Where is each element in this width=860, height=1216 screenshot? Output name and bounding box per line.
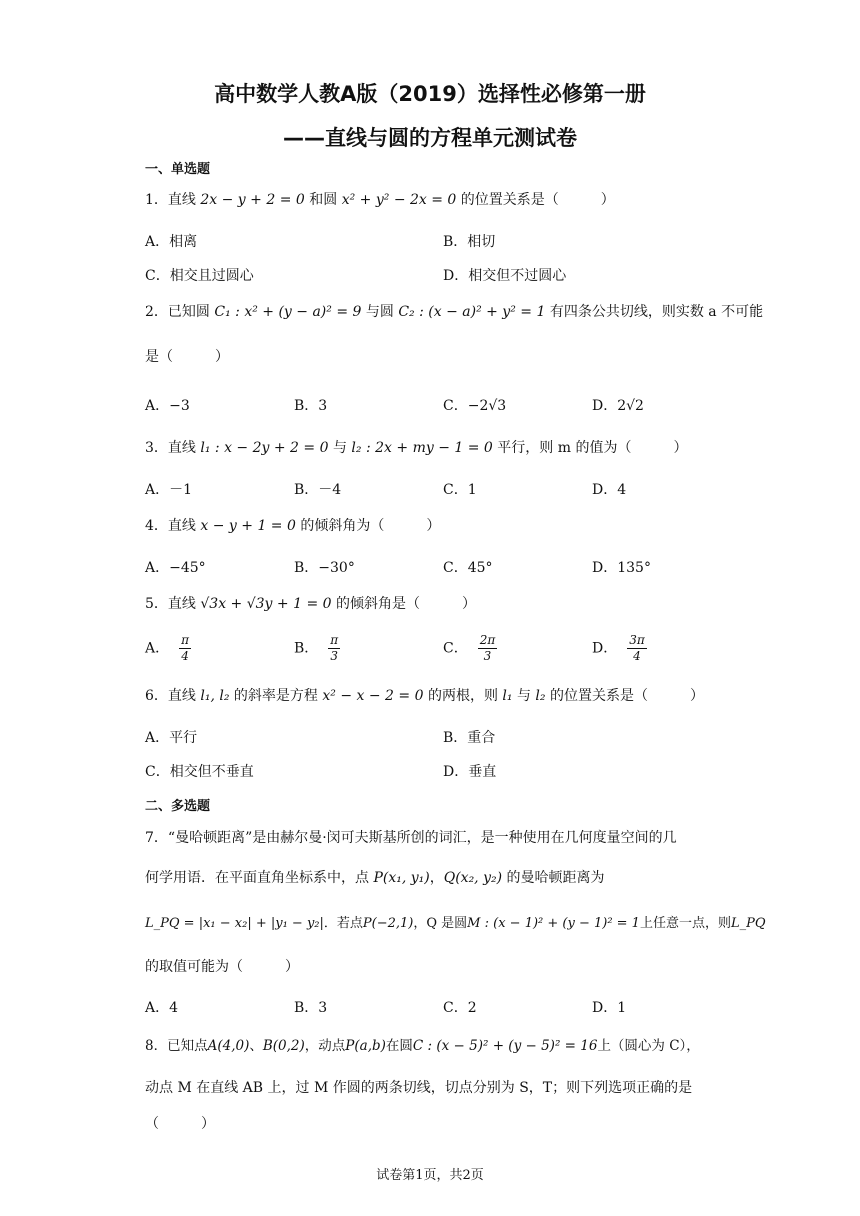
q7-option-d: D．1: [592, 1000, 627, 1016]
q6-option-c: C．相交但不垂直: [145, 764, 254, 780]
question-7-line-4: 的取值可能为（ ）: [145, 959, 299, 975]
question-8-line-1: 8．已知点A(4,0)、B(0,2)，动点P(a,b)在圆C : (x − 5)² + (y − 5)² = 16上（圆心为 C），: [145, 1038, 700, 1054]
q3-option-d: D．4: [592, 482, 627, 498]
q3-option-b: B．－4: [294, 482, 342, 498]
q7-option-b: B．3: [294, 1000, 328, 1016]
question-2: 2．已知圆 C₁ : x² + (y − a)² = 9 与圆 C₂ : (x − a)² + y² = 1 有四条公共切线，则实数 a 不可能: [145, 304, 764, 320]
q2-eq-c1: C₁ : x² + (y − a)² = 9: [214, 304, 362, 320]
question-1: 1．直线 2x − y + 2 = 0 和圆 x² + y² − 2x = 0 的位置关系是（ ）: [145, 192, 615, 208]
q1-option-d: D．相交但不过圆心: [443, 268, 567, 284]
q5-option-b: B． $\frac{\pi}{3}$: [294, 633, 339, 663]
title-line-1: 高中数学人教A版（2019）选择性必修第一册: [214, 82, 646, 106]
title-line-2: ——直线与圆的方程单元测试卷: [283, 126, 577, 150]
q4-eq: x − y + 1 = 0: [200, 518, 296, 534]
question-7-line-1: 7．“曼哈顿距离”是由赫尔曼·闵可夫斯基所创的词汇，是一种使用在几何度量空间的几: [145, 830, 677, 846]
question-6: 6．直线 l₁, l₂ 的斜率是方程 x² − x − 2 = 0 的两根，则 l₁ 与 l₂ 的位置关系是（ ）: [145, 688, 704, 704]
q2-eq-c2: C₂ : (x − a)² + y² = 1: [398, 304, 546, 320]
q5-option-c: C． $\frac{2\pi}{3}$: [443, 633, 496, 663]
question-8-line-2: 动点 M 在直线 AB 上，过 M 作圆的两条切线，切点分别为 S，T；则下列选项正确的是: [145, 1080, 693, 1096]
q6-eq: x² − x − 2 = 0: [322, 688, 424, 704]
q5-eq: √3x + √3y + 1 = 0: [200, 596, 332, 612]
q7-option-c: C．2: [443, 1000, 477, 1016]
q6-option-b: B．重合: [443, 730, 496, 746]
q1-option-b: B．相切: [443, 234, 496, 250]
question-7-line-2: 何学用语．在平面直角坐标系中，点 P(x₁, y₁)，Q(x₂, y₂) 的曼哈顿距离为: [145, 870, 605, 886]
question-4: 4．直线 x − y + 1 = 0 的倾斜角为（ ）: [145, 518, 441, 534]
q2-option-b: B．3: [294, 398, 328, 414]
section-single-choice: 一、单选题: [145, 162, 211, 177]
question-5: 5．直线 √3x + √3y + 1 = 0 的倾斜角是（ ）: [145, 596, 476, 612]
question-3: 3．直线 l₁ : x − 2y + 2 = 0 与 l₂ : 2x + my − 1 = 0 平行，则 m 的值为（ ）: [145, 440, 688, 456]
q2-option-a: A．−3: [145, 398, 190, 414]
section-multi-choice: 二、多选题: [145, 799, 211, 814]
q5-option-d: D． $\frac{3\pi}{4}$: [592, 633, 645, 663]
q1-eq-line: 2x − y + 2 = 0: [200, 192, 305, 208]
question-8-line-3: （ ）: [145, 1116, 215, 1132]
q3-option-c: C．1: [443, 482, 477, 498]
question-2-line-2: 是（ ）: [145, 349, 229, 365]
q3-eq-l2: l₂ : 2x + my − 1 = 0: [351, 440, 493, 456]
q3-option-a: A．－1: [145, 482, 193, 498]
q4-option-a: A．−45°: [145, 560, 206, 576]
q6-option-d: D．垂直: [443, 764, 497, 780]
q5-option-a: A． $\frac{\pi}{4}$: [145, 633, 190, 663]
q7-option-a: A．4: [145, 1000, 179, 1016]
q2-option-c: C．−2√3: [443, 398, 507, 414]
q6-option-a: A．平行: [145, 730, 198, 746]
page-footer: 试卷第1页，共2页: [376, 1168, 484, 1183]
q1-option-a: A．相离: [145, 234, 198, 250]
q1-eq-circle: x² + y² − 2x = 0: [341, 192, 457, 208]
q1-option-c: C．相交且过圆心: [145, 268, 254, 284]
q4-option-c: C．45°: [443, 560, 493, 576]
question-7-line-3: L_PQ = |x₁ − x₂| + |y₁ − y₂|．若点P(−2,1)，Q 是圆M : (x − 1)² + (y − 1)² = 1上任意一点，则L_PQ: [145, 916, 766, 931]
q2-option-d: D．2√2: [592, 398, 644, 414]
q3-eq-l1: l₁ : x − 2y + 2 = 0: [200, 440, 329, 456]
q4-option-d: D．135°: [592, 560, 651, 576]
q4-option-b: B．−30°: [294, 560, 355, 576]
